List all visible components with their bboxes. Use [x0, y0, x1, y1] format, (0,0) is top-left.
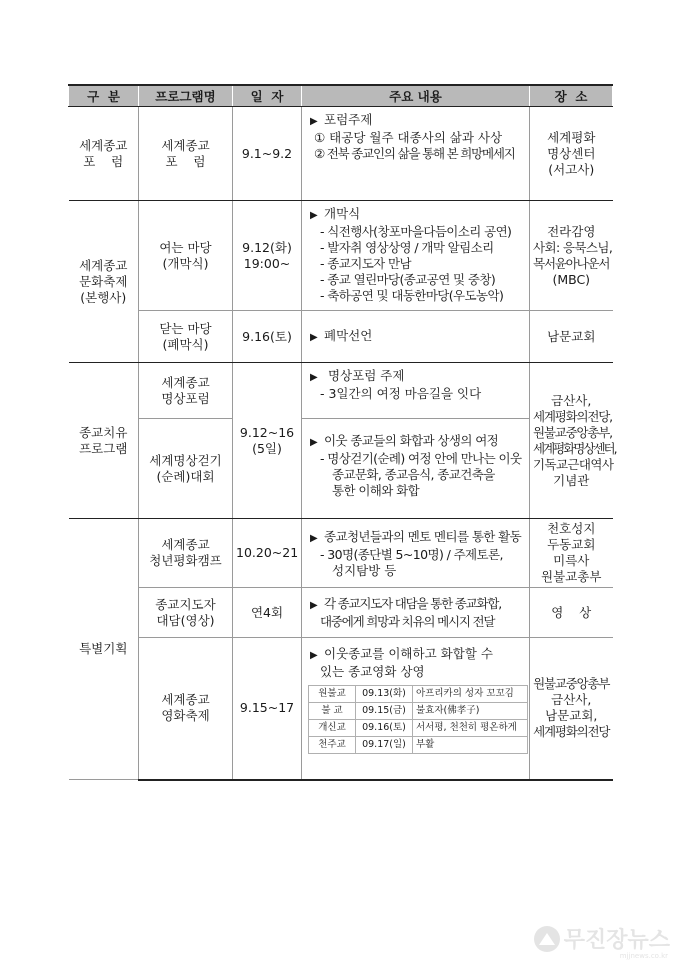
content-head-text: 포럼주제: [324, 112, 373, 127]
place-line: 남문교회: [547, 328, 596, 344]
mountain-logo-icon: [534, 926, 560, 952]
date-line: 9.12~16: [239, 424, 295, 440]
place-cell: [530, 201, 613, 311]
content-item: - 30명(종단별 5~10명) / 주제토론,: [320, 547, 503, 562]
film-row: [309, 703, 528, 720]
film-religion: 천주교: [309, 737, 356, 754]
program-line: (개막식): [162, 255, 209, 271]
place-line: (서고사): [548, 161, 595, 177]
place-line: 세계평화: [547, 129, 596, 145]
place-line: 영 상: [551, 604, 592, 620]
content-head-text: 명상포럼 주제: [324, 368, 405, 383]
header-date: 일 자: [233, 85, 302, 107]
content-item: - 발자취 영상상영 / 개막 알림소리: [320, 240, 494, 255]
program-line: 세계종교: [161, 374, 210, 390]
table-row: [69, 201, 613, 311]
program-line: 세계종교: [161, 137, 210, 153]
content-item: - 3일간의 여정 마음길을 잇다: [320, 386, 482, 401]
category-cell: [69, 107, 139, 201]
content-head: [310, 433, 525, 451]
category-cell: [69, 363, 139, 519]
film-date: 09.15(금): [356, 703, 413, 720]
date-line: 9.15~17: [239, 700, 295, 716]
place-cell: [530, 588, 613, 638]
place-line: 미륵사: [553, 553, 590, 568]
place-line: 전라감영: [547, 223, 596, 239]
category-line: 세계종교: [79, 257, 128, 273]
content-item: ① 태공당 월주 대종사의 삶과 사상: [314, 130, 503, 145]
triangle-bullet-icon: ▶: [310, 116, 318, 127]
triangle-bullet-icon: ▶: [310, 332, 318, 343]
content-head-text: 개막식: [324, 206, 361, 221]
category-cell: [69, 519, 139, 780]
content-item: - 축하공연 및 대동한마당(우도농악): [320, 288, 504, 303]
content-head: [310, 328, 525, 346]
watermark-text: 무진장뉴스: [563, 928, 670, 953]
film-title: 부활: [413, 737, 528, 754]
program-cell: [139, 588, 233, 638]
content-head: [310, 646, 525, 664]
content-item: 종교문화, 종교음식, 종교건축을: [332, 467, 495, 482]
program-cell: [139, 363, 233, 419]
film-date: 09.16(토): [356, 720, 413, 737]
table-row: [69, 519, 613, 588]
program-line: 영화축제: [161, 708, 210, 724]
category-line: 종교치유: [79, 424, 128, 440]
content-cell: [302, 201, 530, 311]
date-line: (5일): [252, 440, 282, 456]
content-head: [310, 112, 525, 130]
place-line: 세계평화의전당: [533, 724, 610, 740]
program-line: 포 럼: [165, 153, 206, 169]
program-line: (폐막식): [162, 336, 209, 352]
category-line: 포 럼: [83, 153, 124, 169]
place-line: 기독교근대역사: [533, 456, 614, 472]
watermark-url: mjjnews.co.kr: [619, 952, 668, 960]
film-title: 아프리카의 성자 꼬꼬김: [413, 686, 528, 703]
header-program: 프로그램명: [139, 85, 233, 107]
content-item: 성지탐방 등: [332, 563, 397, 578]
watermark: [534, 923, 670, 960]
film-row: [309, 720, 528, 737]
triangle-bullet-icon: ▶: [310, 210, 318, 221]
place-cell: [530, 638, 613, 780]
date-line: 9.1~9.2: [241, 145, 293, 161]
program-cell: [139, 201, 233, 311]
content-item: - 종교지도자 만남: [320, 256, 411, 271]
header-row: [69, 85, 613, 107]
place-line: 기념관: [553, 472, 590, 488]
place-line: 천호성지: [547, 521, 596, 536]
header-place: 장 소: [530, 85, 613, 107]
content-head: [310, 596, 525, 614]
film-religion: 원불교: [309, 686, 356, 703]
triangle-bullet-icon: ▶: [310, 600, 317, 611]
film-row: [309, 686, 528, 703]
date-cell: [233, 363, 302, 519]
table-row: [69, 638, 613, 780]
place-line: 금산사,: [551, 392, 592, 408]
place-cell: [530, 519, 613, 588]
table-row: [69, 107, 613, 201]
film-schedule-table: [308, 685, 528, 754]
program-cell: [139, 519, 233, 588]
table-row: [69, 311, 613, 363]
content-item: - 종교 열린마당(종교공연 및 중창): [320, 272, 496, 287]
category-line: 문화축제: [79, 273, 128, 289]
content-item: 통한 이해와 화합: [332, 483, 420, 498]
place-cell: [530, 363, 616, 519]
category-line: 특별기획: [79, 641, 128, 656]
triangle-bullet-icon: ▶: [310, 650, 318, 661]
place-line: 금산사,: [551, 692, 592, 708]
content-cell: [302, 107, 530, 201]
place-cell: [530, 107, 613, 201]
category-line: 세계종교: [79, 137, 128, 153]
program-line: (순례)대회: [156, 468, 215, 484]
date-line: 연4회: [250, 604, 284, 620]
place-line: 원불교중앙총부: [533, 676, 610, 692]
program-cell: [139, 419, 233, 519]
film-row: [309, 737, 528, 754]
film-title: 서서평, 천천히 평온하게: [413, 720, 528, 737]
content-cell: [302, 363, 530, 419]
content-cell: [302, 311, 530, 363]
place-line: 세계평화의전당,: [533, 408, 612, 424]
content-cell: [302, 419, 530, 519]
content-head-text: 각 종교지도자 대담을 통한 종교화합,: [324, 596, 501, 611]
category-cell: [69, 201, 139, 363]
program-line: 대담(영상): [156, 612, 215, 628]
date-line: 19:00~: [243, 255, 291, 271]
date-line: 9.12(화): [242, 239, 292, 255]
program-cell: [139, 107, 233, 201]
category-line: (본행사): [80, 289, 127, 305]
content-head-text: 종교청년들과의 멘토 멘티를 통한 활동: [324, 529, 522, 544]
film-title: 불효자(佛孝子): [413, 703, 528, 720]
program-line: 세계명상걷기: [149, 452, 222, 468]
content-cell: [302, 588, 530, 638]
date-cell: [233, 519, 302, 588]
date-line: 9.16(토): [242, 328, 292, 344]
content-head-text: 폐막선언: [324, 328, 373, 343]
program-line: 닫는 마당: [159, 320, 212, 336]
program-line: 명상포럼: [161, 390, 210, 406]
content-item: - 식전행사(창포마을다듬이소리 공연): [320, 224, 512, 239]
place-line: 세계평화명상센터,: [533, 440, 616, 456]
table-row: [69, 363, 613, 419]
place-cell: [530, 311, 613, 363]
place-line: 명상센터: [547, 145, 596, 161]
program-schedule-table: [68, 84, 616, 781]
film-date: 09.17(일): [356, 737, 413, 754]
content-head-text: 이웃종교를 이해하고 화합할 수: [324, 646, 493, 661]
place-line: (MBC): [552, 271, 591, 287]
content-cell: [302, 519, 530, 588]
triangle-bullet-icon: ▶: [310, 372, 318, 383]
date-cell: [233, 638, 302, 780]
program-cell: [139, 638, 233, 780]
content-cell: [302, 638, 530, 780]
place-line: 남문교회,: [545, 708, 598, 724]
content-head-text: 이웃 종교들의 화합과 상생의 여정: [324, 433, 499, 448]
date-cell: [233, 107, 302, 201]
date-cell: [233, 311, 302, 363]
content-item: 있는 종교영화 상영: [320, 664, 425, 679]
place-line: 목서윤아나운서: [533, 255, 610, 271]
content-item: 대중에게 희망과 치유의 메시지 전달: [320, 614, 495, 629]
program-line: 세계종교: [161, 692, 210, 708]
content-head: [310, 529, 525, 547]
program-line: 여는 마당: [159, 239, 212, 255]
date-cell: [233, 588, 302, 638]
table-row: [69, 588, 613, 638]
program-cell: [139, 311, 233, 363]
content-item: ② 전북 종교인의 삶을 통해 본 희망메세지: [314, 146, 515, 161]
date-line: 10.20~21: [236, 545, 299, 560]
content-item: - 명상걷기(순례) 여정 안에 만나는 이웃: [320, 451, 522, 466]
place-line: 원불교중앙총부,: [533, 424, 612, 440]
content-head: [310, 206, 525, 224]
header-category: 구 분: [69, 85, 139, 107]
content-head: [310, 368, 525, 386]
header-content: 주요 내용: [302, 85, 530, 107]
film-date: 09.13(화): [356, 686, 413, 703]
triangle-bullet-icon: ▶: [310, 533, 318, 544]
date-cell: [233, 201, 302, 311]
program-line: 세계종교: [161, 537, 210, 552]
place-line: 원불교총부: [541, 569, 602, 584]
program-line: 청년평화캠프: [149, 553, 222, 568]
film-religion: 개신교: [309, 720, 356, 737]
place-line: 두동교회: [547, 537, 596, 552]
triangle-bullet-icon: ▶: [310, 437, 318, 448]
film-religion: 불 교: [309, 703, 356, 720]
place-line: 사회: 응묵스님,: [533, 239, 613, 255]
program-line: 종교지도자: [155, 596, 216, 612]
category-line: 프로그램: [79, 440, 128, 456]
